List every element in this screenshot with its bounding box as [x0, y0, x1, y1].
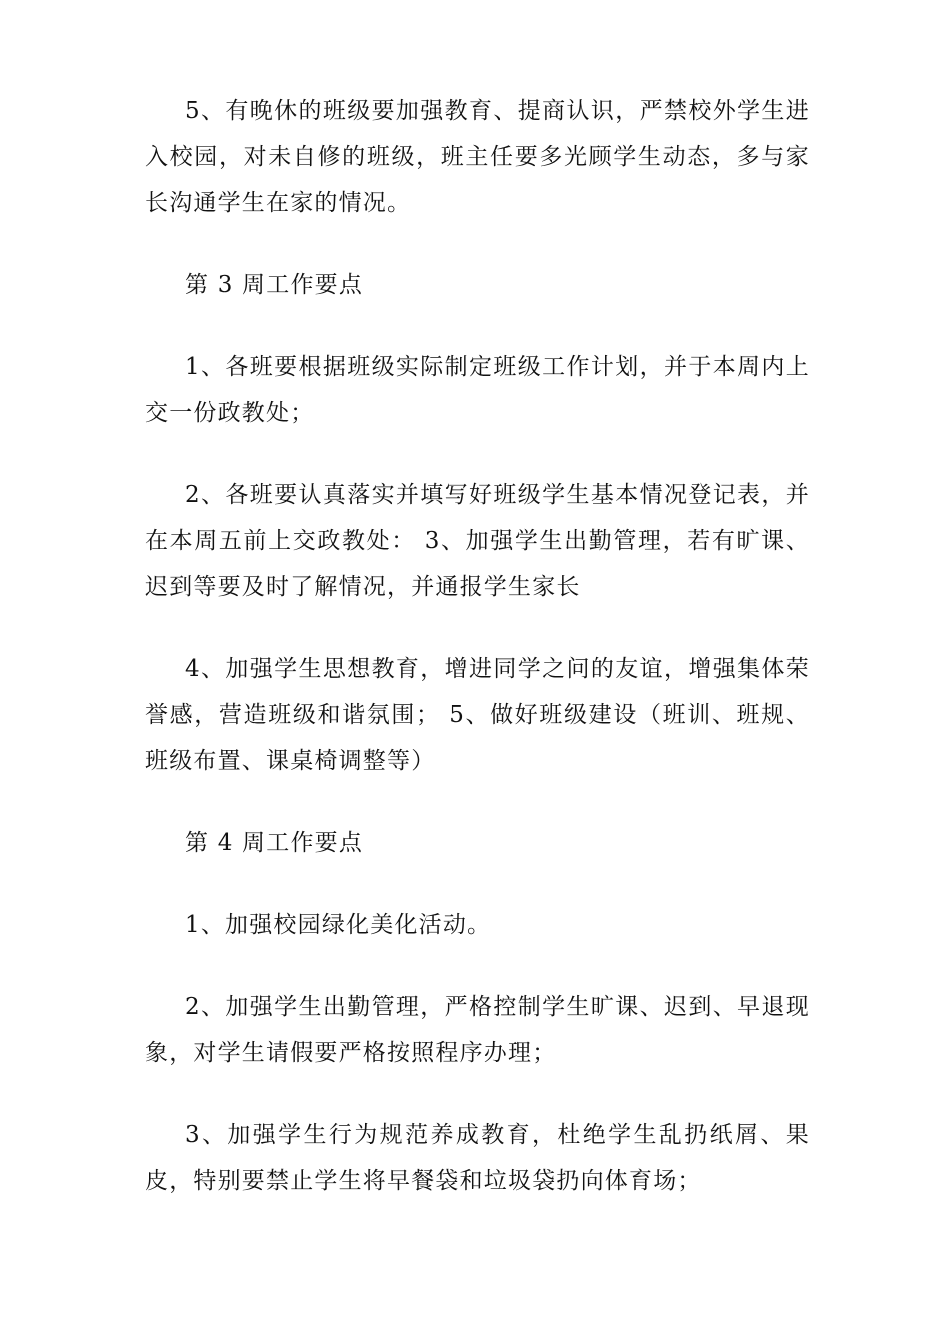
- paragraph-week3-item1: 1、各班要根据班级实际制定班级工作计划，并于本周内上交一份政教处；: [145, 354, 810, 426]
- document-body: [145, 88, 810, 1240]
- paragraph-week4-item3: 3、加强学生行为规范养成教育，杜绝学生乱扔纸屑、果皮，特别要禁止学生将早餐袋和垃圾袋扔向体育场；: [145, 1122, 810, 1194]
- heading-week3: 第 3 周工作要点: [185, 272, 364, 298]
- paragraph-week3-item2-3: 2、各班要认真落实并填写好班级学生基本情况登记表，并在本周五前上交政教处： 3、加强学生出勤管理，若有旷课、迟到等要及时了解情况，并通报学生家长: [145, 482, 810, 600]
- paragraph-week3-item4-5: 4、加强学生思想教育，增进同学之问的友谊，增强集体荣誉感，营造班级和谐氛围； 5、做好班级建设（班训、班规、班级布置、课桌椅调整等）: [145, 656, 810, 774]
- paragraph-week4-item1: 1、加强校园绿化美化活动。: [185, 912, 492, 938]
- heading-week4: 第 4 周工作要点: [185, 830, 364, 856]
- paragraph-week2-item5: 5、有晚休的班级要加强教育、提商认识，严禁校外学生进入校园，对未自修的班级，班主任要多光顾学生动态，多与家长沟通学生在家的情况。: [145, 98, 810, 216]
- paragraph-week4-item2: 2、加强学生出勤管理，严格控制学生旷课、迟到、早退现象，对学生请假要严格按照程序办理；: [145, 994, 810, 1066]
